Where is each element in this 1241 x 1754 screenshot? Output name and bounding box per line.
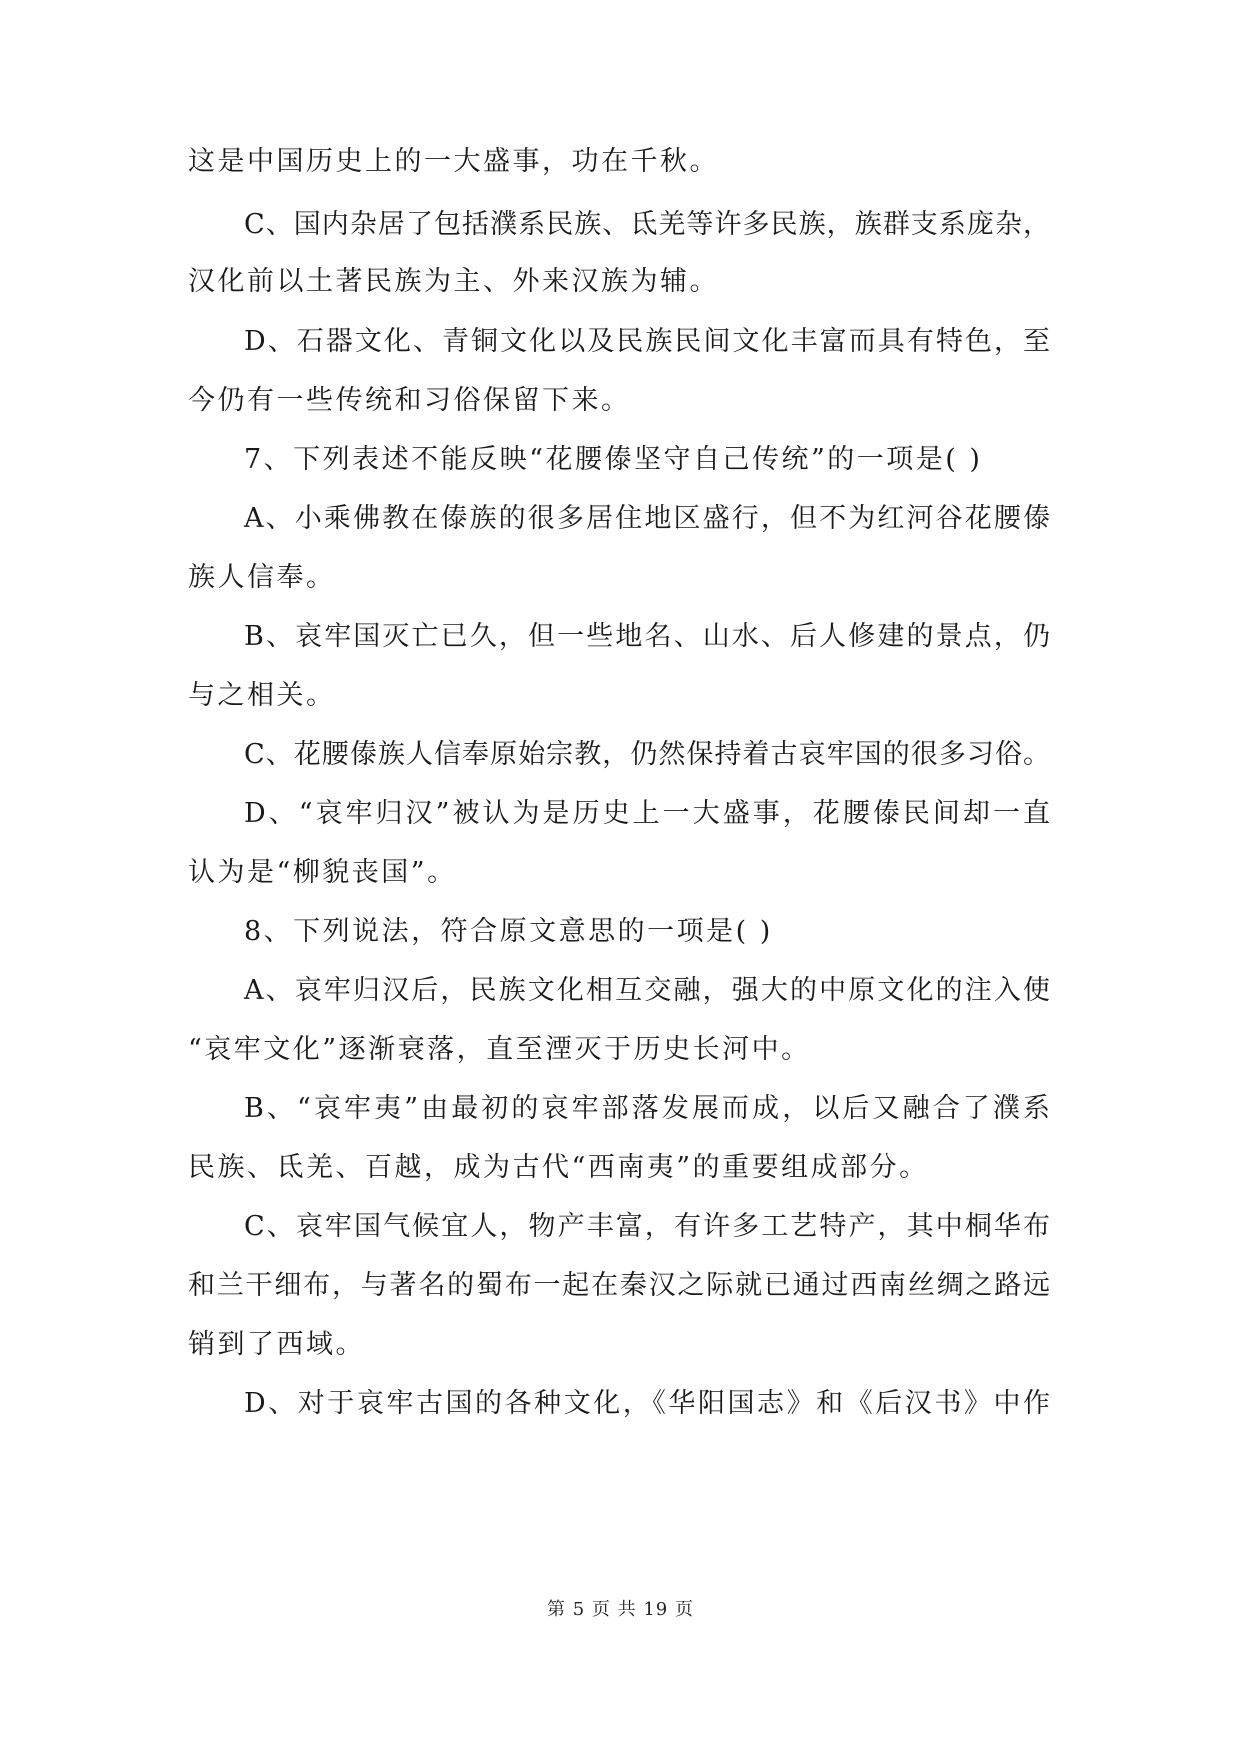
text-line: 族人信奉。 xyxy=(188,562,336,593)
text-line: 与之相关。 xyxy=(188,680,336,711)
text-line: D、“哀牢归汉”被认为是历史上一大盛事，花腰傣民间却一直 xyxy=(244,798,1050,829)
text-line: C、哀牢国气候宜人，物产丰富，有许多工艺特产，其中桐华布 xyxy=(244,1211,1050,1242)
text-line: D、对于哀牢古国的各种文化，《华阳国志》和《后汉书》中作 xyxy=(244,1388,1050,1419)
text-line: C、花腰傣族人信奉原始宗教，仍然保持着古哀牢国的很多习俗。 xyxy=(244,739,1050,770)
text-line: 和兰干细布，与著名的蜀布一起在秦汉之际就已通过西南丝绸之路远 xyxy=(188,1270,1050,1301)
text-line: 销到了西域。 xyxy=(188,1329,365,1360)
question-8: 8、下列说法，符合原文意思的一项是( ) xyxy=(244,916,773,947)
page-number: 第 5 页 共 19 页 xyxy=(547,1599,694,1620)
text-line: 认为是“柳貌丧国”。 xyxy=(188,857,457,888)
text-line: D、石器文化、青铜文化以及民族民间文化丰富而具有特色，至 xyxy=(244,326,1050,357)
question-7: 7、下列表述不能反映“花腰傣坚守自己传统”的一项是( ) xyxy=(244,444,983,475)
text-line: 汉化前以土著民族为主、外来汉族为辅。 xyxy=(188,266,719,297)
text-line: 这是中国历史上的一大盛事，功在千秋。 xyxy=(188,146,719,177)
text-line: B、“哀牢夷”由最初的哀牢部落发展而成，以后又融合了濮系 xyxy=(244,1093,1050,1124)
text-line: A、哀牢归汉后，民族文化相互交融，强大的中原文化的注入使 xyxy=(244,975,1050,1006)
text-line: A、小乘佛教在傣族的很多居住地区盛行，但不为红河谷花腰傣 xyxy=(244,503,1050,534)
text-line: C、国内杂居了包括濮系民族、氐羌等许多民族，族群支系庞杂， xyxy=(244,209,1050,240)
text-line: 民族、氐羌、百越，成为古代“西南夷”的重要组成部分。 xyxy=(188,1152,929,1183)
text-line: B、哀牢国灭亡已久，但一些地名、山水、后人修建的景点，仍 xyxy=(244,621,1050,652)
text-line: “哀牢文化”逐渐衰落，直至湮灭于历史长河中。 xyxy=(188,1034,811,1065)
text-line: 今仍有一些传统和习俗保留下来。 xyxy=(188,385,631,416)
